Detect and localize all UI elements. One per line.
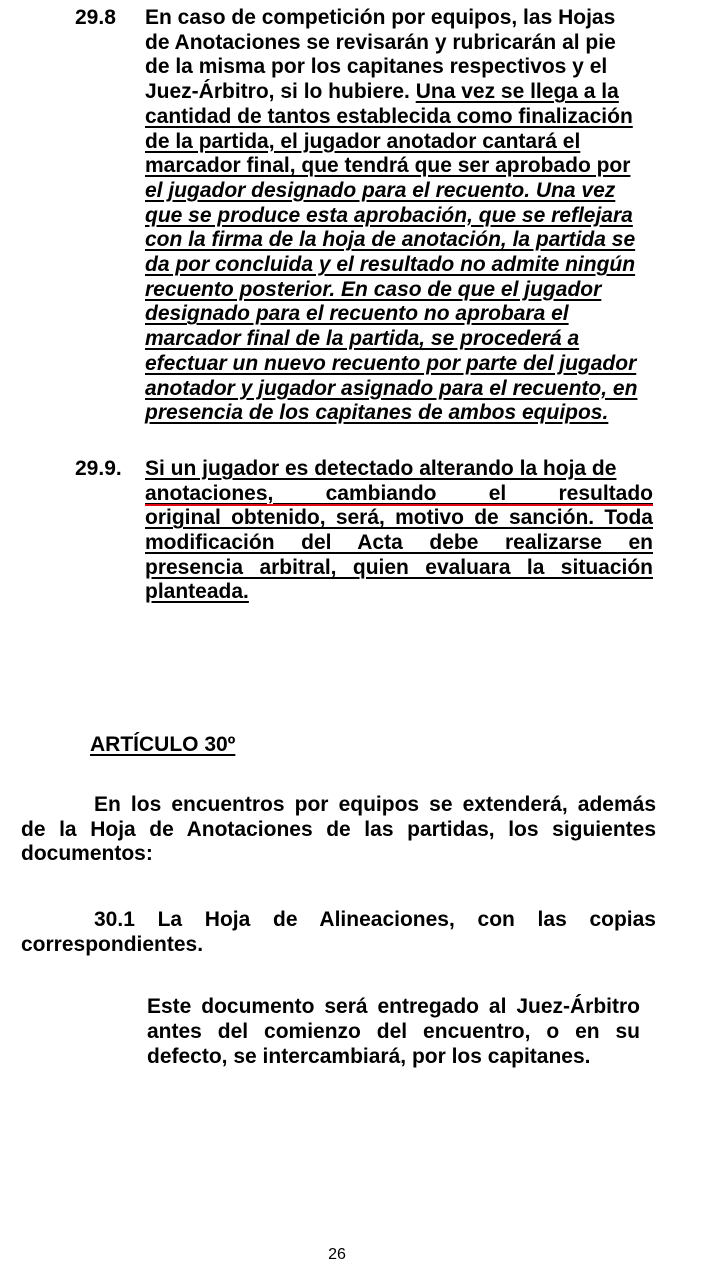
article-30-intro [21,793,656,867]
text-line [147,1045,640,1070]
section-29-9 [0,457,706,605]
text-segment: que se produce esta aprobación, que se reflejara [145,203,633,227]
text-line [21,933,656,958]
text-line [145,580,653,605]
text-segment: Este documento será entregado al Juez-Árbitro [147,995,640,1019]
text-line [145,179,653,204]
section-29-9-text [145,457,653,605]
text-segment: de la partida, el jugador anotador cantará el [145,129,581,153]
text-line [145,278,653,303]
text-segment: de la Hoja de Anotaciones de las partidas, los siguientes [21,817,656,841]
text-segment: da por concluida y el resultado no admite ningún [145,253,636,277]
text-segment: Si un jugador es detectado alterando la hoja de [145,456,617,480]
text-line [145,556,653,581]
text-segment: En los encuentros por equipos se extenderá, además [94,792,656,816]
text-line [145,253,653,278]
text-segment: cantidad de tantos establecida como finalización [145,104,633,128]
text-segment: planteada. [145,580,249,604]
text-segment: recuento posterior. En caso de que el jugador [145,277,602,301]
text-segment: presencia de los capitanes de ambos equipos. [145,401,609,425]
text-segment: defecto, se intercambiará, por los capitanes. [147,1044,591,1068]
text-segment: de Anotaciones se revisarán y rubricarán al pie [145,30,616,54]
section-29-8-text [145,6,653,426]
item-30-1 [21,908,656,957]
article-30-heading [90,733,706,758]
text-line [145,130,653,155]
text-line [145,531,653,556]
text-line [145,506,653,531]
text-line [145,55,653,80]
text-line [145,204,653,229]
text-segment: marcador final de la partida, se procederá a [145,327,580,351]
text-segment: Juez-Árbitro, si lo hubiere. [145,80,416,104]
text-line [145,31,653,56]
text-segment: marcador final, que tendrá que ser aprobado por [145,154,631,178]
section-29-8 [0,6,706,426]
text-line [21,908,656,933]
text-line [21,793,656,818]
text-segment: Una vez se llega a la [415,80,619,104]
text-segment: documentos: [21,842,153,866]
article-30-heading-text: ARTÍCULO 30º [90,733,236,757]
text-segment: anotador y jugador asignado para el recuento, en [145,376,638,400]
section-29-9-number: 29.9. [75,456,122,480]
text-line [145,154,653,179]
text-line [147,1020,640,1045]
text-segment: correspondientes. [21,932,204,956]
text-line [145,482,653,507]
text-line [147,995,640,1020]
text-segment: antes del comienzo del encuentro, o en su [147,1020,640,1044]
text-line [145,228,653,253]
text-line [21,842,656,867]
page-number: 26 [328,1245,346,1263]
text-segment: con la firma de la hoja de anotación, la partida se [145,228,636,252]
text-line [145,80,653,105]
section-29-8-number: 29.8 [75,6,116,29]
text-segment: 30.1 La Hoja de Alineaciones, con las copias [94,907,656,931]
text-segment: de la misma por los capitanes respectivos y el [145,55,608,79]
text-line [145,377,653,402]
text-line [145,401,653,426]
text-line [145,6,653,31]
text-line [145,457,653,482]
text-line [145,327,653,352]
text-segment: efectuar un nuevo recuento por parte del jugador [145,351,637,375]
text-segment: designado para el recuento no aprobara el [145,302,569,326]
text-segment: modificación del Acta debe realizarse en [145,531,653,555]
text-line [145,352,653,377]
text-segment: En caso de competición por equipos, las Hojas [145,6,616,29]
text-segment: anotaciones, cambiando el resultado [145,481,653,505]
text-segment: original obtenido, será, motivo de sanción. Toda [145,506,653,530]
text-line [21,818,656,843]
text-line [145,105,653,130]
text-segment: presencia arbitral, quien evaluara la situación [145,555,653,579]
text-line [145,302,653,327]
item-30-1-note [147,995,640,1069]
text-segment: el jugador designado para el recuento. Una vez [145,178,616,202]
